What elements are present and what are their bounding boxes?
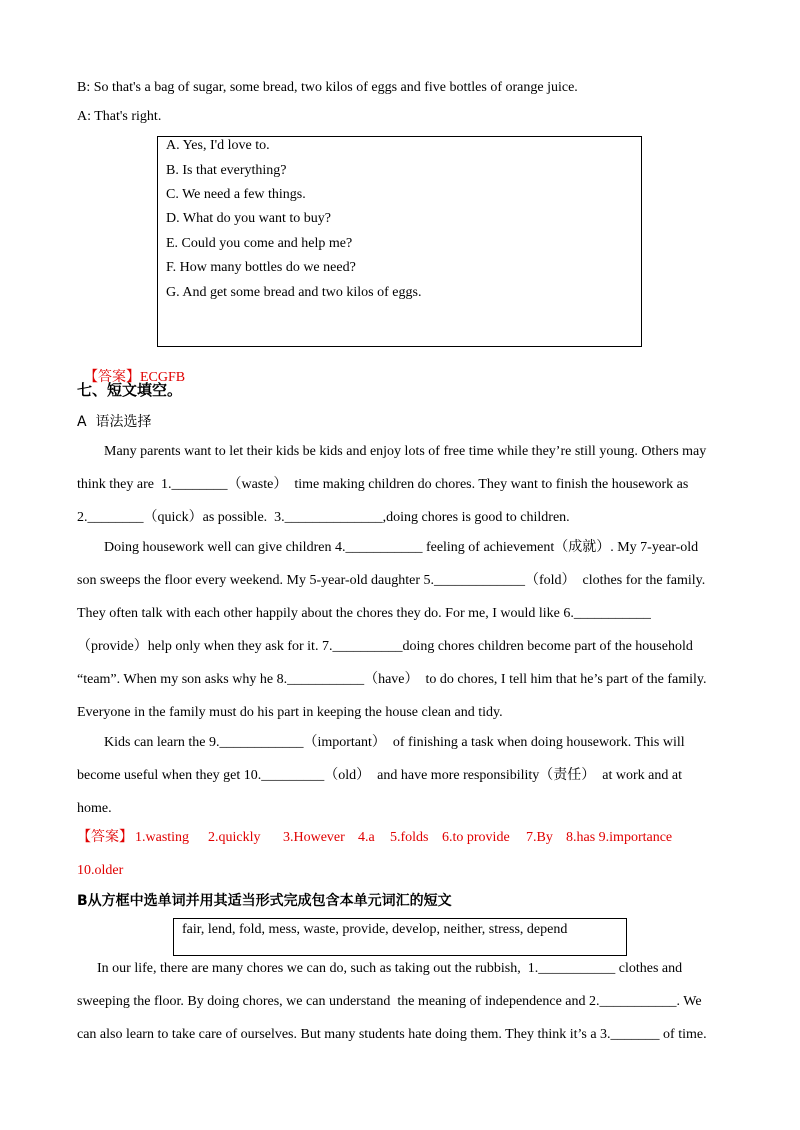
option-f: F. How many bottles do we need? [166, 260, 356, 275]
word-box-text: fair, lend, fold, mess, waste, provide, develop, neither, stress, depend [182, 922, 568, 937]
answer-1-value: ECGFB [140, 370, 186, 385]
section-7-sub-a: A 语法选择 [77, 414, 152, 430]
answer-2-item: 4.a [358, 830, 375, 845]
answer-2-label: 【答案】 [77, 830, 133, 845]
answer-2-item: 8.has 9.importance [566, 830, 673, 845]
passage-a-line: son sweeps the floor every weekend. My 5-year-old daughter 5._____________（fold） clothes for the family. [77, 573, 706, 588]
dialogue-line-b: B: So that's a bag of sugar, some bread, two kilos of eggs and five bottles of orange juice. [77, 80, 578, 95]
option-c: C. We need a few things. [166, 187, 306, 202]
passage-a-line: （provide）help only when they ask for it. 7.__________doing chores children become part of the household [77, 639, 693, 654]
passage-b-line: can also learn to take care of ourselves. But many students hate doing them. They think it’s a 3._______ of time. [77, 1027, 707, 1042]
option-a: A. Yes, I'd love to. [166, 138, 270, 153]
passage-a-line: Kids can learn the 9.____________（important） of finishing a task when doing housework. This will [104, 735, 685, 750]
option-g: G. And get some bread and two kilos of eggs. [166, 285, 422, 300]
passage-a-line: “team”. When my son asks why he 8.___________（have） to do chores, I tell him that he’s part of the family. [77, 672, 707, 687]
section-b-title: B从方框中选单词并用其适当形式完成包含本单元词汇的短文 [77, 893, 452, 909]
passage-a-line: Doing housework well can give children 4.___________ feeling of achievement（成就）. My 7-year-old [104, 540, 699, 555]
section-7-title: 七、短文填空。 [77, 381, 183, 399]
passage-a-line: Many parents want to let their kids be kids and enjoy lots of free time while they’re still young. Others may [104, 444, 707, 459]
option-e: E. Could you come and help me? [166, 236, 353, 251]
answer-2-item-last: 10.older [77, 863, 124, 878]
answer-2-item: 6.to provide [442, 830, 510, 845]
passage-a-line: 2.________（quick）as possible. 3.______________,doing chores is good to children. [77, 510, 570, 525]
answer-2-item: 5.folds [390, 830, 429, 845]
passage-a-line: become useful when they get 10._________（old） and have more responsibility（责任） at work and at [77, 768, 682, 783]
word-box [173, 918, 627, 956]
options-box [157, 136, 642, 347]
answer-2-item: 7.By [526, 830, 553, 845]
passage-a-line: Everyone in the family must do his part in keeping the house clean and tidy. [77, 705, 503, 720]
option-b: B. Is that everything? [166, 163, 287, 178]
answer-2-item: 1.wasting [135, 830, 190, 845]
passage-b-line: sweeping the floor. By doing chores, we can understand the meaning of independence and 2.___________. We [77, 994, 702, 1009]
answer-2-item: 2.quickly [208, 830, 261, 845]
answer-2-item: 3.However [283, 830, 345, 845]
dialogue-line-a: A: That's right. [77, 109, 162, 124]
passage-a-line: They often talk with each other happily about the chores they do. For me, I would like 6.___________ [77, 606, 651, 621]
answer-1-label: 【答案】 [84, 370, 140, 385]
passage-a-line: think they are 1.________（waste） time making children do chores. They want to finish the housework as [77, 477, 689, 492]
option-d: D. What do you want to buy? [166, 211, 331, 226]
passage-a-line: home. [77, 801, 112, 816]
passage-b-line: In our life, there are many chores we can do, such as taking out the rubbish, 1.___________ clothes and [97, 961, 683, 976]
